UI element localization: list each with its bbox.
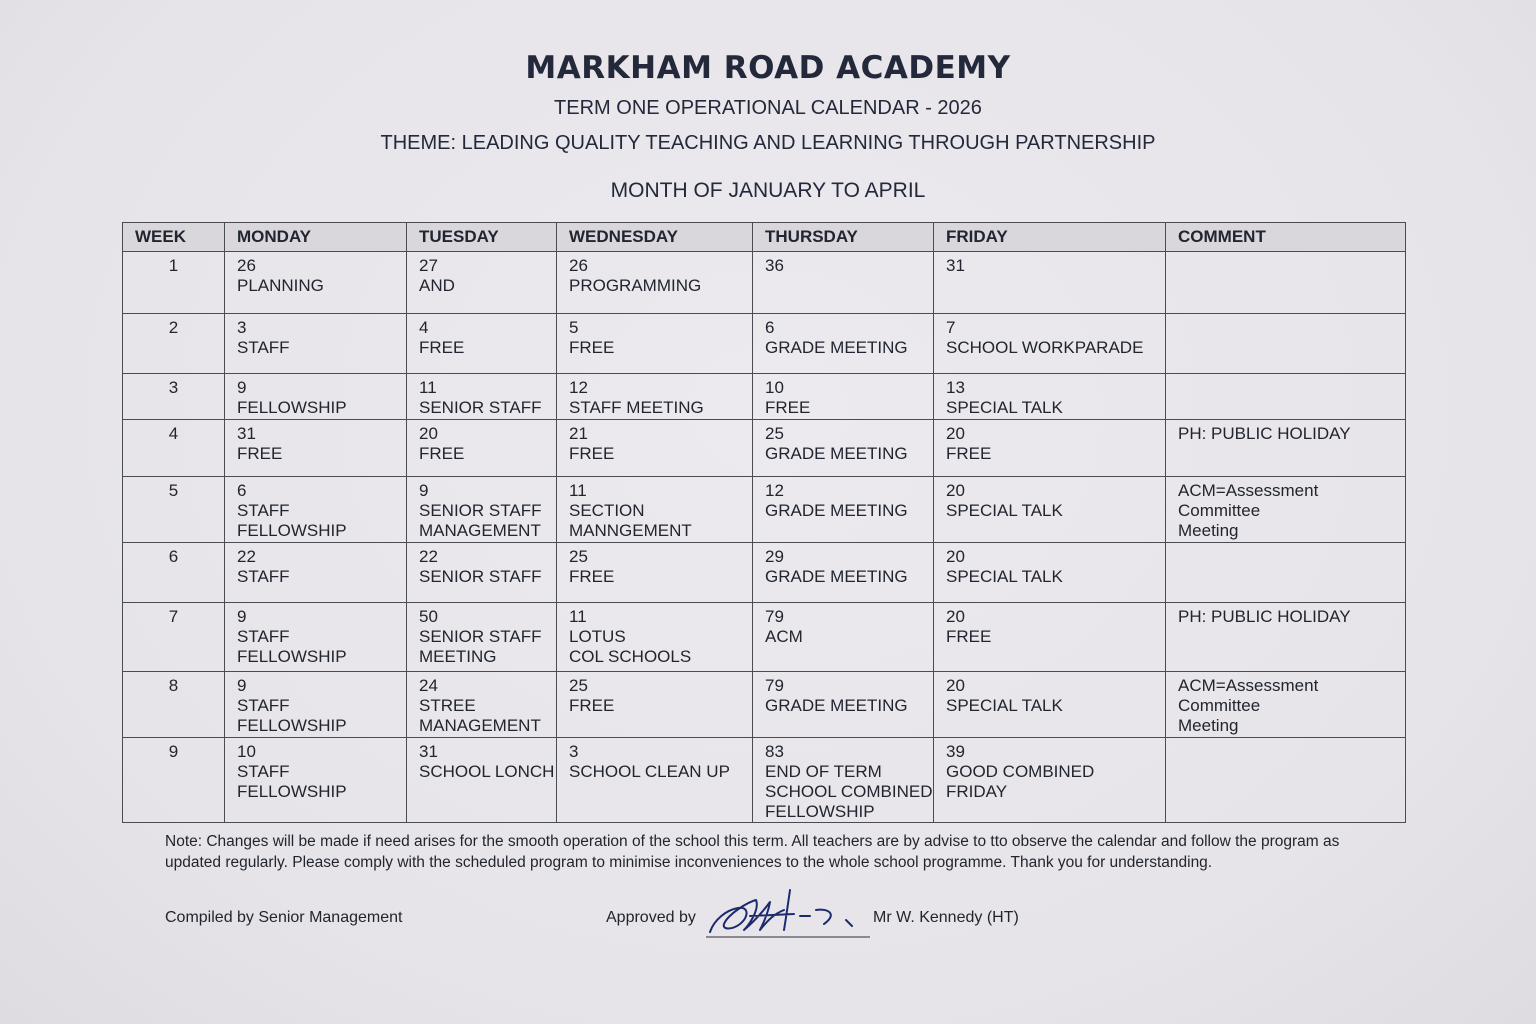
- day-cell: [934, 672, 1166, 738]
- day-number: 79: [765, 676, 784, 695]
- day-number: 31: [946, 256, 965, 275]
- table-row: [123, 420, 1406, 477]
- day-event: GRADE MEETING: [765, 696, 908, 715]
- day-event: FREE: [569, 567, 615, 586]
- day-cell: [753, 314, 934, 374]
- day-number: 10: [765, 378, 784, 397]
- day-cell: [407, 374, 557, 420]
- week-number: 8: [123, 672, 225, 738]
- week-number: 1: [123, 252, 225, 314]
- day-number: 22: [419, 547, 438, 566]
- day-cell: [407, 314, 557, 374]
- day-number: 50: [419, 607, 438, 626]
- day-cell: [753, 477, 934, 543]
- table-row: [123, 738, 1406, 823]
- day-event: FREE: [419, 338, 465, 357]
- day-event: GRADE MEETING: [765, 338, 908, 357]
- calendar-subtitle: TERM ONE OPERATIONAL CALENDAR - 2026: [554, 97, 982, 119]
- day-number: 25: [765, 424, 784, 443]
- school-name: MARKHAM ROAD ACADEMY: [525, 50, 1011, 86]
- day-cell: [557, 543, 753, 603]
- day-event: FREE: [237, 444, 283, 463]
- day-number: 31: [419, 742, 438, 761]
- day-number: 10: [237, 742, 256, 761]
- day-number: 79: [765, 607, 784, 626]
- week-number: 5: [123, 477, 225, 543]
- day-event: FELLOWSHIP: [237, 398, 347, 417]
- table-row: [123, 477, 1406, 543]
- day-cell: [934, 603, 1166, 672]
- comment-cell: [1166, 420, 1406, 477]
- comment-text: ACM=Assessment Committee Meeting: [1178, 676, 1319, 735]
- compiled-by: Compiled by Senior Management: [165, 909, 403, 926]
- table-row: [123, 543, 1406, 603]
- day-event: STAFF MEETING: [569, 398, 704, 417]
- day-event: GRADE MEETING: [765, 567, 908, 586]
- day-event: STAFF: [237, 567, 290, 586]
- comment-text: ACM=Assessment Committee Meeting: [1178, 481, 1319, 540]
- day-event: PLANNING: [237, 276, 324, 295]
- week-number: 3: [123, 374, 225, 420]
- day-cell: [557, 672, 753, 738]
- comment-text: PH: PUBLIC HOLIDAY: [1178, 424, 1351, 443]
- day-cell: [557, 477, 753, 543]
- signature-image: [704, 880, 874, 940]
- day-cell: [557, 738, 753, 823]
- day-number: 24: [419, 676, 438, 695]
- day-number: 12: [569, 378, 588, 397]
- table-row: [123, 374, 1406, 420]
- day-cell: [407, 477, 557, 543]
- day-event: STAFF FELLOWSHIP: [237, 501, 347, 540]
- day-cell: [934, 477, 1166, 543]
- day-cell: [225, 603, 407, 672]
- day-cell: [934, 738, 1166, 823]
- table-row: [123, 603, 1406, 672]
- day-event: SPECIAL TALK: [946, 501, 1063, 520]
- day-event: FREE: [569, 444, 615, 463]
- calendar-period: MONTH OF JANUARY TO APRIL: [610, 179, 926, 202]
- day-number: 20: [946, 547, 965, 566]
- day-event: AND: [419, 276, 455, 295]
- day-event: SENIOR STAFF MEETING: [419, 627, 542, 666]
- day-cell: [407, 603, 557, 672]
- table-row: [123, 252, 1406, 314]
- day-cell: [407, 252, 557, 314]
- day-number: 13: [946, 378, 965, 397]
- week-number: 6: [123, 543, 225, 603]
- day-number: 21: [569, 424, 588, 443]
- footer-note: Note: Changes will be made if need arises for the smooth operation of the school this term. All teachers are by advise to tto observe the calendar and follow the program as updated regularly. Please comply with the scheduled program to minimise inconveniences to the whole school programme. Thank you for understanding.: [165, 833, 1340, 871]
- day-event: STREE MANAGEMENT: [419, 696, 541, 735]
- day-cell: [934, 543, 1166, 603]
- day-event: STAFF: [237, 338, 290, 357]
- table-header-row: [123, 223, 1406, 252]
- day-cell: [225, 477, 407, 543]
- day-event: SPECIAL TALK: [946, 567, 1063, 586]
- day-cell: [225, 252, 407, 314]
- day-event: GRADE MEETING: [765, 444, 908, 463]
- day-number: 6: [237, 481, 247, 500]
- comment-text: PH: PUBLIC HOLIDAY: [1178, 607, 1351, 626]
- day-cell: [557, 252, 753, 314]
- day-number: 26: [237, 256, 256, 275]
- day-cell: [753, 374, 934, 420]
- day-cell: [753, 543, 934, 603]
- day-number: 5: [569, 318, 579, 337]
- day-number: 9: [237, 676, 247, 695]
- day-cell: [557, 603, 753, 672]
- comment-cell: [1166, 477, 1406, 543]
- day-cell: [753, 420, 934, 477]
- day-event: LOTUS COL SCHOOLS: [569, 627, 692, 666]
- day-number: 36: [765, 256, 784, 275]
- week-number: 9: [123, 738, 225, 823]
- day-event: END OF TERM SCHOOL COMBINED FELLOWSHIP: [765, 762, 933, 821]
- table-row: [123, 672, 1406, 738]
- day-number: 3: [237, 318, 247, 337]
- comment-cell: [1166, 738, 1406, 823]
- day-number: 9: [237, 607, 247, 626]
- day-event: FREE: [569, 696, 615, 715]
- comment-cell: [1166, 374, 1406, 420]
- day-event: SPECIAL TALK: [946, 398, 1063, 417]
- day-cell: [753, 672, 934, 738]
- day-number: 4: [419, 318, 429, 337]
- day-number: 6: [765, 318, 775, 337]
- day-cell: [407, 672, 557, 738]
- comment-cell: [1166, 252, 1406, 314]
- comment-cell: [1166, 672, 1406, 738]
- day-cell: [557, 420, 753, 477]
- comment-cell: [1166, 543, 1406, 603]
- day-number: 25: [569, 676, 588, 695]
- day-event: SECTION MANNGEMENT: [569, 501, 692, 540]
- day-cell: [225, 543, 407, 603]
- calendar-theme: THEME: LEADING QUALITY TEACHING AND LEARNING THROUGH PARTNERSHIP: [380, 132, 1156, 154]
- day-number: 31: [237, 424, 256, 443]
- approver-name: Mr W. Kennedy (HT): [873, 909, 1019, 926]
- day-cell: [753, 603, 934, 672]
- day-number: 83: [765, 742, 784, 761]
- day-event: SENIOR STAFF MANAGEMENT: [419, 501, 542, 540]
- day-event: FREE: [419, 444, 465, 463]
- day-event: STAFF FELLOWSHIP: [237, 762, 347, 801]
- day-event: FREE: [569, 338, 615, 357]
- day-event: GOOD COMBINED FRIDAY: [946, 762, 1095, 801]
- day-event: SPECIAL TALK: [946, 696, 1063, 715]
- day-number: 29: [765, 547, 784, 566]
- day-number: 11: [419, 378, 437, 397]
- day-event: SCHOOL WORKPARADE: [946, 338, 1144, 357]
- column-header-wednesday: WEDNESDAY: [557, 223, 753, 252]
- day-event: SENIOR STAFF: [419, 398, 542, 417]
- day-cell: [407, 543, 557, 603]
- day-cell: [934, 252, 1166, 314]
- day-number: 11: [569, 607, 587, 626]
- week-number: 2: [123, 314, 225, 374]
- day-event: FREE: [946, 444, 992, 463]
- day-cell: [934, 314, 1166, 374]
- day-event: PROGRAMMING: [569, 276, 702, 295]
- day-event: STAFF FELLOWSHIP: [237, 696, 347, 735]
- day-cell: [934, 374, 1166, 420]
- column-header-comment: COMMENT: [1166, 223, 1406, 252]
- comment-cell: [1166, 314, 1406, 374]
- table-row: [123, 314, 1406, 374]
- day-number: 3: [569, 742, 579, 761]
- day-cell: [753, 252, 934, 314]
- day-cell: [225, 672, 407, 738]
- day-cell: [934, 420, 1166, 477]
- column-header-friday: FRIDAY: [934, 223, 1166, 252]
- day-cell: [225, 738, 407, 823]
- day-event: SENIOR STAFF: [419, 567, 542, 586]
- day-event: FREE: [946, 627, 992, 646]
- day-cell: [407, 738, 557, 823]
- column-header-tuesday: TUESDAY: [407, 223, 557, 252]
- day-event: ACM: [765, 627, 803, 646]
- day-number: 39: [946, 742, 965, 761]
- day-number: 20: [946, 424, 965, 443]
- day-number: 12: [765, 481, 784, 500]
- day-number: 9: [419, 481, 429, 500]
- day-number: 7: [946, 318, 956, 337]
- day-cell: [557, 314, 753, 374]
- day-event: GRADE MEETING: [765, 501, 908, 520]
- day-number: 20: [946, 481, 965, 500]
- week-number: 7: [123, 603, 225, 672]
- day-cell: [753, 738, 934, 823]
- day-cell: [225, 314, 407, 374]
- day-event: SCHOOL CLEAN UP: [569, 762, 730, 781]
- day-number: 26: [569, 256, 588, 275]
- column-header-week: WEEK: [123, 223, 225, 252]
- day-number: 22: [237, 547, 256, 566]
- column-header-thursday: THURSDAY: [753, 223, 934, 252]
- calendar-table: [122, 222, 1406, 823]
- day-number: 27: [419, 256, 438, 275]
- day-number: 9: [237, 378, 247, 397]
- day-cell: [407, 420, 557, 477]
- day-number: 11: [569, 481, 587, 500]
- day-event: STAFF FELLOWSHIP: [237, 627, 347, 666]
- day-event: SCHOOL LONCH: [419, 762, 555, 781]
- day-number: 20: [946, 607, 965, 626]
- day-cell: [225, 374, 407, 420]
- day-cell: [225, 420, 407, 477]
- day-number: 20: [419, 424, 438, 443]
- day-number: 20: [946, 676, 965, 695]
- approved-by-label: Approved by: [606, 909, 696, 926]
- comment-cell: [1166, 603, 1406, 672]
- day-cell: [557, 374, 753, 420]
- week-number: 4: [123, 420, 225, 477]
- day-event: FREE: [765, 398, 811, 417]
- day-number: 25: [569, 547, 588, 566]
- column-header-monday: MONDAY: [225, 223, 407, 252]
